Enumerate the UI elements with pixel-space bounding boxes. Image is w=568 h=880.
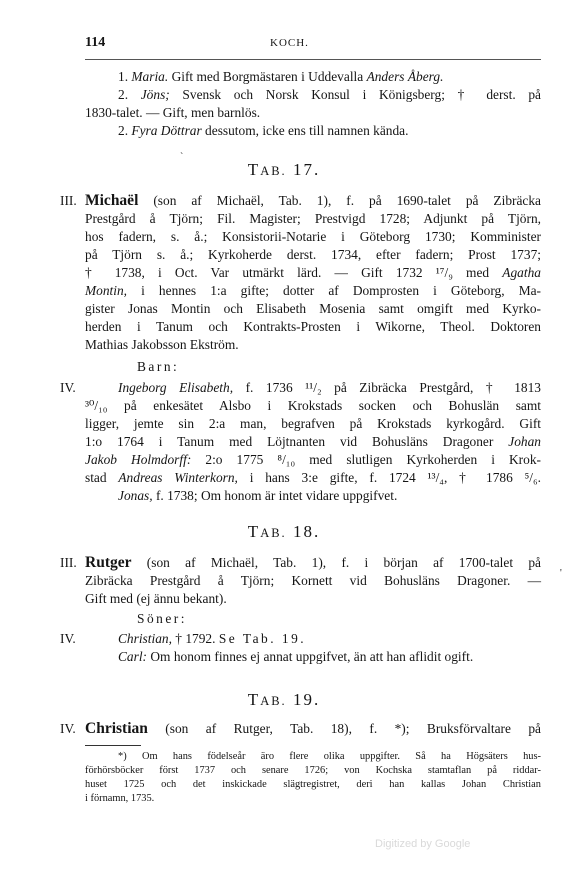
footnote-line-3: huset 1725 och det inskickade slägtregistret, deri han kallas Johan Christian <box>85 779 541 790</box>
footnote-rule <box>85 745 141 746</box>
running-title: KOCH. <box>270 37 309 49</box>
cross-reference: Se Tab. 19. <box>218 631 307 646</box>
child-1-line-5: Jakob Holmdorff: 2:o 1775 ⁸/₁₀ med slutligen Kyrkoherden i Krok- <box>85 452 541 467</box>
tab-17-line-2: Prestgård å Tjörn; Fil. Magister; Prestvigd 1728; Adjunkt på Tjörn, <box>85 211 541 226</box>
child-1-line-6: stad Andreas Winterkorn, i hans 3:e gifte, f. 1724 ¹³/₄, † 1786 ⁵/₆. <box>85 470 541 485</box>
tab-17-line-8: herden i Tanum och Kontrakts-Prosten i Wikorne, Theol. Doktoren <box>85 319 541 334</box>
child-1-line-1: Ingeborg Elisabeth, f. 1736 ¹¹/₂ på Zibräcka Prestgård, † 1813 <box>118 380 541 395</box>
child-2-line: Jonas, f. 1738; Om honom är intet vidare uppgifvet. <box>118 488 398 503</box>
tab-17-line-4: på Tjörn s. å.; Kyrkoherde derst. 1734, efter fadern; Prost 1737; <box>85 247 541 262</box>
sons-label: Söner: <box>137 611 187 626</box>
intro-line-1: 1. Maria. Gift med Borgmästaren i Uddevalla Anders Åberg. <box>118 69 444 84</box>
tab-19-line-1: Christian (son af Rutger, Tab. 18), f. *); Bruksförvaltare på <box>85 720 541 737</box>
tab-17-line-5: † 1738, i Oct. Var utmärkt lärd. — Gift 1732 ¹⁷/₉ med Agatha <box>85 265 541 280</box>
tab-18-line-1: Rutger (son af Michaël, Tab. 1), f. i början af 1700-talet på <box>85 554 541 571</box>
tab-17-line-1: Michaël (son af Michaël, Tab. 1), f. på 1690-talet på Zibräcka <box>85 192 541 209</box>
child-1-line-2: ³⁰/₁₀ på enkesätet Alsbo i Krokstads socken och Bohuslän samt <box>85 398 541 413</box>
tab-18-generation: III. <box>60 555 77 570</box>
stray-mark: ˋ <box>180 152 184 163</box>
child-1-line-3: ligger, jemte sin 2:a man, begrafven på Krokstads kyrkogård. Gift <box>85 416 541 431</box>
tab-17-generation: III. <box>60 193 77 208</box>
tab-17-line-6: Montin, i hennes 1:a gifte; dotter af Domprosten i Göteborg, Ma- <box>85 283 541 298</box>
tab-18-heading: TAB. 18. <box>247 522 321 541</box>
intro-line-3: 1830-talet. — Gift, men barnlös. <box>85 105 261 120</box>
footnote-line-1: *) Om hans födelseår äro flere olika uppgifter. Så ha Högsäters hus- <box>118 751 541 762</box>
tab-19-heading: TAB. 19. <box>247 690 321 709</box>
intro-line-2: 2. Jöns; Svensk och Norsk Konsul i Königsberg; † derst. på <box>118 87 542 102</box>
header-rule <box>85 59 541 60</box>
sons-generation: IV. <box>60 631 76 646</box>
tab-17-line-3: hos fadern, s. å.; Konsistorii-Notarie i Göteborg 1730; Komminister <box>85 229 541 244</box>
footnote-line-4: i förnamn, 1735. <box>85 793 155 804</box>
son-1-line: Christian, † 1792. Se Tab. 19. <box>118 631 307 646</box>
tab-18-line-3: Gift med (ej ännu bekant). <box>85 591 227 606</box>
tab-17-line-9: Mathias Jakobsson Ekström. <box>85 337 239 352</box>
page-number: 114 <box>85 35 106 50</box>
children-label: Barn: <box>137 359 180 374</box>
intro-line-4: 2. Fyra Döttrar dessutom, icke ens till namnen kända. <box>118 123 409 138</box>
watermark: Digitized by Google <box>375 838 471 850</box>
son-2-line: Carl: Om honom finnes ej annat uppgifvet, än att han aflidit ogift. <box>118 649 474 664</box>
child-1-line-4: 1:o 1764 i Tanum med Löjtnanten vid Bohusläns Dragoner Johan <box>85 434 541 449</box>
tab-18-line-2: Zibräcka Prestgård å Tjörn; Kornett vid Bohusläns Dragoner. — <box>85 573 541 588</box>
margin-mark: ' <box>560 568 562 579</box>
tab-17-heading: TAB. 17. <box>247 160 321 179</box>
footnote-line-2: förhörsböcker först 1737 och senare 1726; von Kochska stamtaflan på riddar- <box>85 765 541 776</box>
children-generation: IV. <box>60 380 76 395</box>
tab-19-generation: IV. <box>60 721 76 736</box>
tab-17-line-7: gister Jonas Montin och Elisabeth Mosenia samt omgift med Kyrko- <box>85 301 541 316</box>
